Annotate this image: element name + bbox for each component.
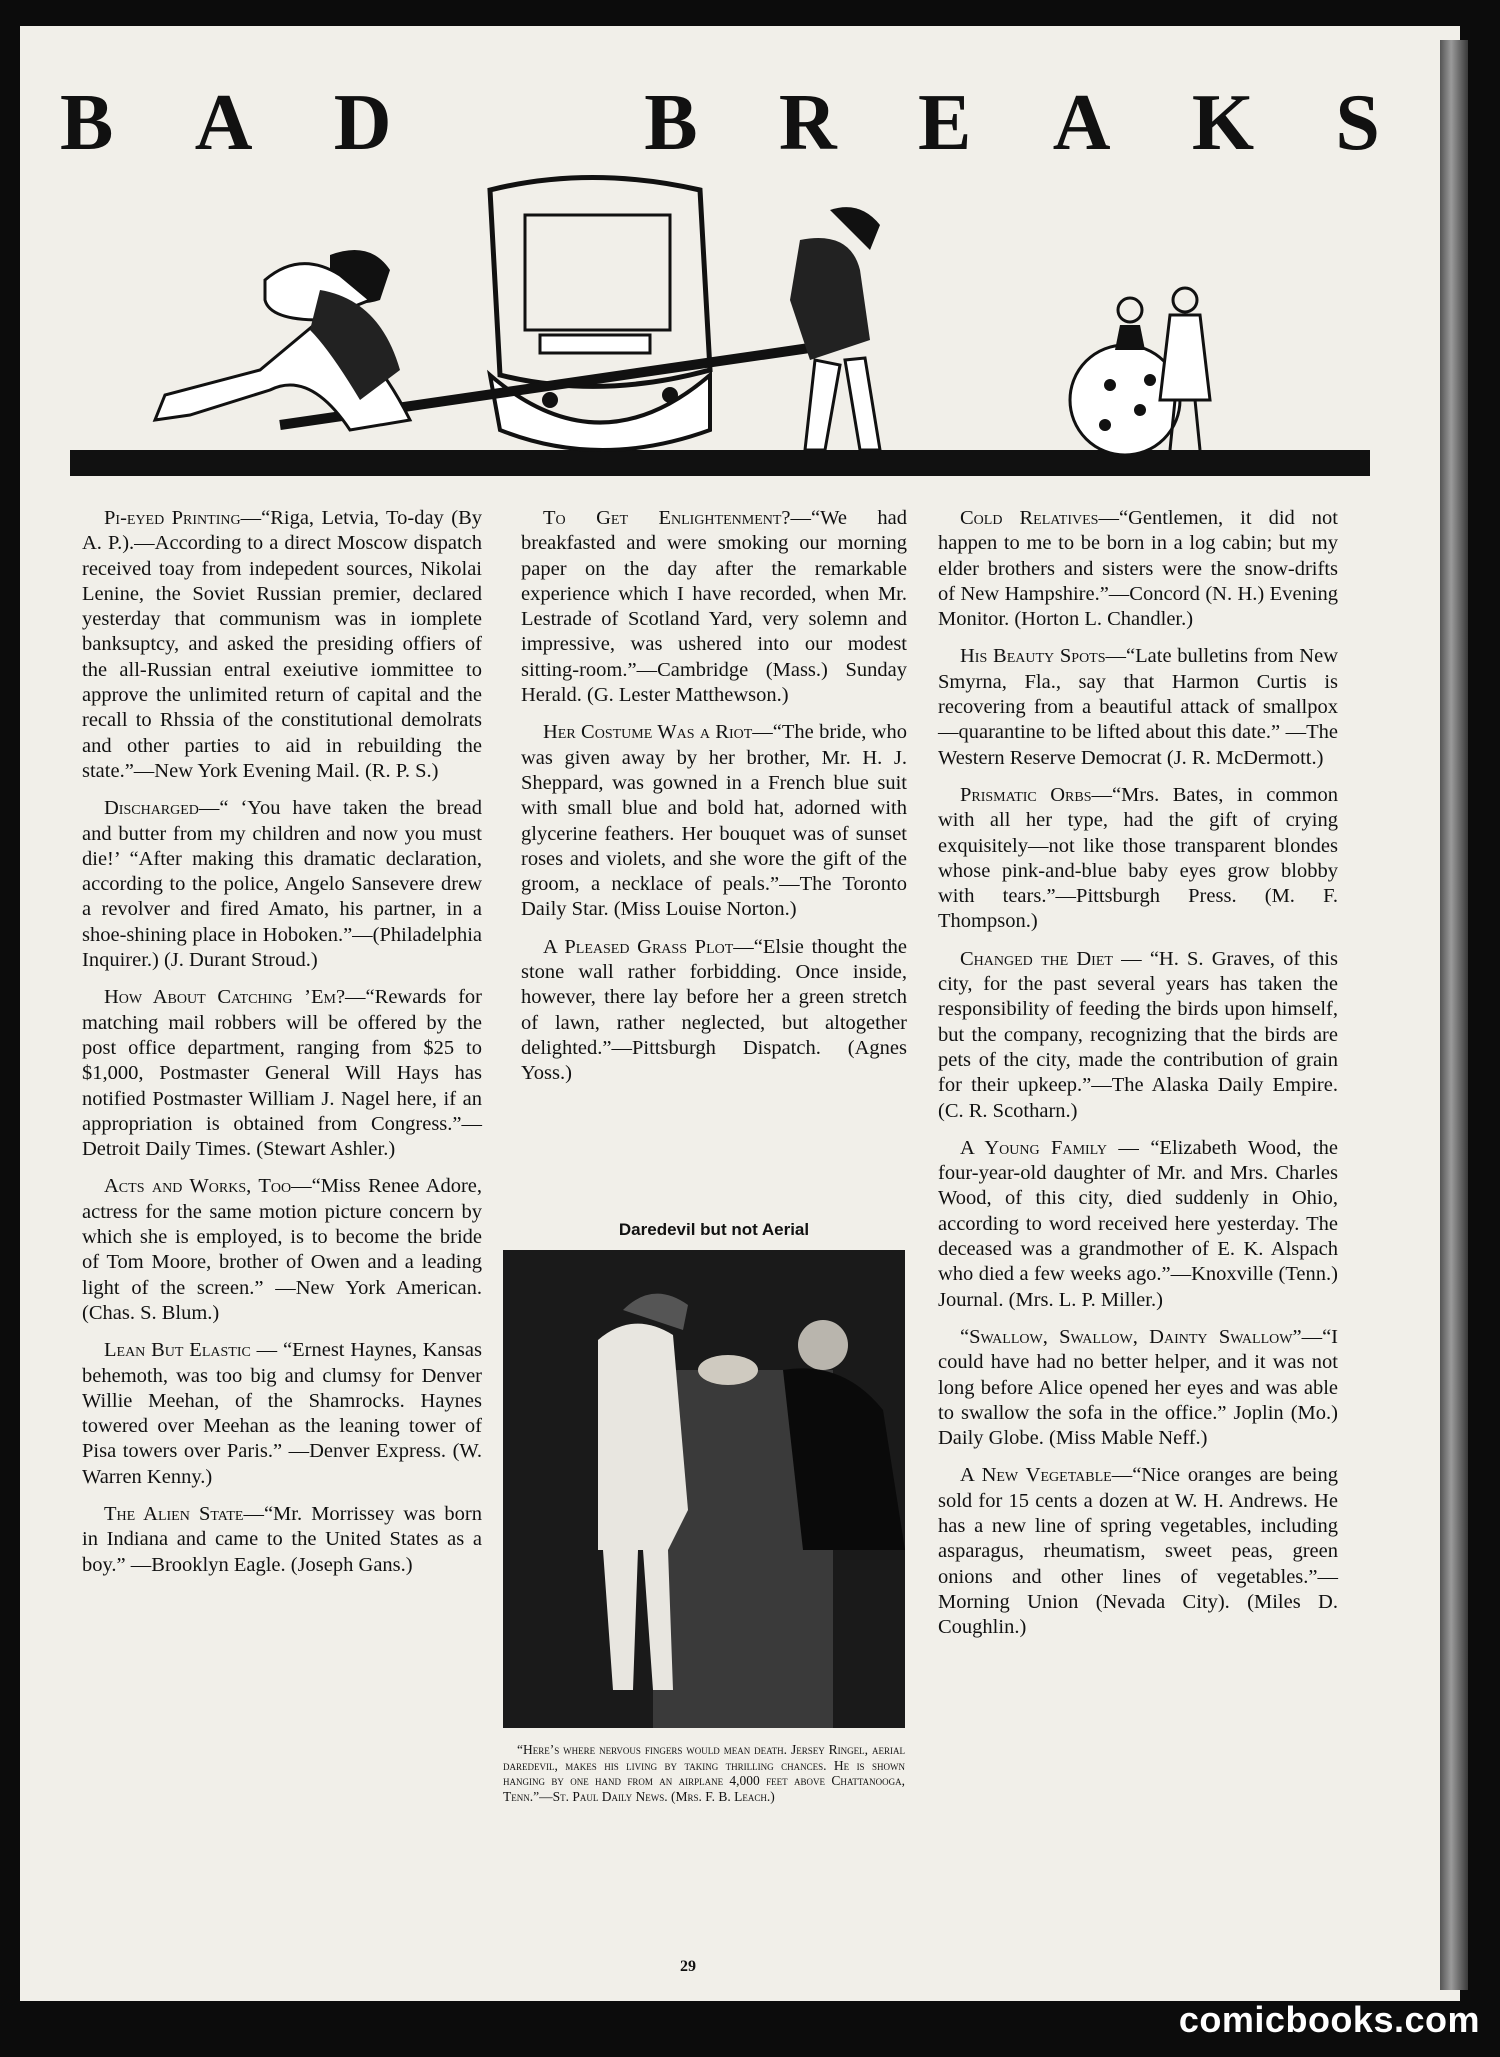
anecdote-heading: “Swallow, Swallow, Dainty Swallow” [960, 1325, 1302, 1348]
anecdote-heading: Prismatic Orbs [960, 783, 1092, 806]
anecdote-heading: A New Vegetable [960, 1464, 1112, 1487]
anecdote-text: —“The bride, who was given away by her brother, Mr. H. J. Sheppard, was gowned in a French blue suit with small blue and bold hat, adorned with glycerine feathers. Her bouquet was of sunset roses and violets, and she wore the gift of the groom, a necklace of peals.”—The Toronto Daily Star. (Miss Louise Norton.) [521, 721, 907, 921]
title-letter: R [778, 79, 837, 167]
page-number: 29 [680, 1958, 696, 1975]
anecdote [938, 506, 1338, 632]
anecdote [521, 720, 907, 922]
title-letter: S [1335, 79, 1380, 167]
column-middle [521, 506, 907, 1099]
anecdote-heading: Her Costume Was a Riot [543, 721, 753, 744]
anecdote [938, 1463, 1338, 1640]
column-right [938, 506, 1338, 1652]
anecdote-text: —“Riga, Letvia, To-day (By A. P.).—According to a direct Moscow dispatch received toay from indepedent sources, Nikolai Lenine, the Soviet Russian premier, declared yesterday that communism was in iomplete banksuptcy, and asked the presiding offiers of the all-Russian entral exeiutive iommittee to approve the unlimited return of capital and the recall to Rhssia of the constitutional demolrats and other parties to aid in rebuilding the state.”—New York Evening Mail. (R. P. S.) [82, 507, 482, 782]
anecdote [82, 796, 482, 973]
anecdote-text: — “Elizabeth Wood, the four-year-old daughter of Mr. and Mrs. Charles Wood, of this city, died suddenly in Ohio, according to word received here yesterday. The deceased was a grandmother of E. K. Alspach who died a few weeks ago.”—Knoxville (Tenn.) Journal. (Mrs. L. P. Miller.) [938, 1136, 1338, 1311]
anecdote-text: —“I could have had no better helper, and it was not long before Alice opened her eyes and was able to swallow the sofa in the office.” Joplin (Mo.) Daily Globe. (Miss Mable Neff.) [938, 1325, 1338, 1450]
title-letter: D [333, 79, 392, 167]
anecdote [82, 1338, 482, 1490]
anecdote-heading: Cold Relatives [960, 507, 1099, 529]
anecdote-heading: Pi-eyed Printing [104, 507, 241, 529]
anecdote [938, 947, 1338, 1124]
anecdote-text: —“Rewards for matching mail robbers will be offered by the post office department, ranging from $25 to $1,000, Postmaster General Will Hays has notified Postmaster William J. Nagel here, if an appropriation is obtained from Congress.”—Detroit Daily Times. (Stewart Ashler.) [82, 986, 482, 1161]
anecdote [938, 644, 1338, 770]
sedan-chair-illustration [70, 170, 1370, 490]
anecdote-text: —“Miss Renee Adore, actress for the same motion picture concern by which she is employed, is to become the bride of Tom Moore, brother of Owen and a leading light of the screen.” —New York American. (Chas. S. Blum.) [82, 1175, 483, 1324]
anecdote [82, 985, 482, 1162]
title-letter: A [1052, 79, 1111, 167]
caption-text: “Here’s where nervous fingers would mean death. Jersey Ringel, aerial daredevil, makes his living by taking thrilling chances. He is shown hanging by one hand from an airplane 4,000 feet above Chattanooga, Tenn.”—St. Paul Daily News. (Mrs. F. B. Leach.) [503, 1742, 905, 1804]
anecdote [938, 1325, 1338, 1451]
title-letter: A [194, 79, 253, 167]
anecdote [521, 935, 907, 1087]
anecdote [938, 783, 1338, 935]
anecdote-text: — “H. S. Graves, of this city, for the past several years has taken the responsibility of feeding the birds upon himself, but the company, recognizing that the birds are pets of the city, made the contribution of grain for their upkeep.”—The Alaska Daily Empire. (C. R. Scotharn.) [938, 947, 1338, 1122]
anecdote-heading: Acts and Works, Too [104, 1175, 292, 1198]
page-title [60, 78, 1380, 169]
anecdote-text: — “Ernest Haynes, Kansas behemoth, was too big and clumsy for Denver Willie Meehan, of the Shamrocks. Haynes towered over Meehan as the leaning tower of Pisa towers over Paris.” —Denver Express. (W. Warren Kenny.) [82, 1339, 482, 1488]
anecdote-heading: His Beauty Spots [960, 645, 1106, 668]
anecdote-text: —“Mrs. Bates, in common with all her type, had the gift of crying exquisitely—not like those transparent blondes whose pink-and-blue baby eyes grow blobby with tears.”—Pittsburgh Press. (M. F. Thompson.) [938, 783, 1338, 933]
watermark[interactable]: comicbooks.com [1178, 1999, 1480, 2040]
anecdote-text: —“ ‘You have taken the bread and butter from my children and now you must die!’ “After making this dramatic declaration, according to the police, Angelo Sansevere drew a revolver and fired Amato, his partner, in a shoe-shining place in Hoboken.”—(Philadelphia Inquirer.) (J. Durant Stroud.) [82, 797, 482, 972]
daredevil-photo [503, 1250, 905, 1728]
anecdote [82, 506, 482, 784]
anecdote [521, 506, 907, 708]
anecdote-heading: A Young Family [960, 1136, 1107, 1159]
anecdote-text: —“We had breakfasted and were smoking our morning paper on the day after the remarkable experience which I have recorded, when Mr. Lestrade of Scotland Yard, very solemn and impressive, was ushered into our modest sitting-room.”—Cambridge (Mass.) Sunday Herald. (G. Lester Matthewson.) [521, 507, 907, 707]
book-spine [1440, 40, 1468, 1990]
title-letter: B [60, 79, 114, 167]
column-left [82, 506, 482, 1590]
photo-caption [503, 1742, 905, 1804]
anecdote-heading: Lean But Elastic [104, 1339, 251, 1362]
photo-title: Daredevil but not Aerial [618, 1220, 810, 1239]
anecdote-heading: Discharged [104, 797, 199, 820]
anecdote-heading: Changed the Diet [960, 947, 1113, 970]
anecdote-text: —“Mr. Morrissey was born in Indiana and came to the United States as a boy.” —Brooklyn Eagle. (Joseph Gans.) [82, 1502, 482, 1576]
anecdote [82, 1502, 482, 1578]
anecdote-heading: To Get Enlightenment? [543, 507, 791, 529]
anecdote-heading: A Pleased Grass Plot [543, 935, 734, 958]
anecdote [938, 1136, 1338, 1313]
anecdote-heading: The Alien State [104, 1502, 244, 1525]
anecdote-text: —“Nice oranges are being sold for 15 cents a dozen at W. H. Andrews. He has a new line of spring vegetables, including asparagus, rheumatism, sweet peas, green onions and other lines of vegetables.”—Morning Union (Nevada City). (Miles D. Coughlin.) [938, 1464, 1339, 1639]
anecdote-text: —“Gentlemen, it did not happen to me to be born in a log cabin; but my elder brothers and sisters were the snow-drifts of New Hampshire.”—Concord (N. H.) Evening Monitor. (Horton L. Chandler.) [938, 507, 1338, 631]
anecdote [82, 1174, 482, 1326]
anecdote-text: —“Late bulletins from New Smyrna, Fla., say that Harmon Curtis is recovering from a beautiful attack of smallpox—quarantine to be lifted about this date.” —The Western Reserve Democrat (J. R. McDermott.) [938, 645, 1338, 769]
anecdote-text: —“Elsie thought the stone wall rather forbidding. Once inside, however, there lay before her a green stretch of lawn, rather neglected, but altogether delighted.”—Pittsburgh Dispatch. (Agnes Yoss.) [521, 935, 907, 1085]
title-letter: E [918, 79, 972, 167]
anecdote-heading: How About Catching ’Em? [104, 986, 346, 1009]
title-letter: K [1191, 79, 1255, 167]
title-letter: B [644, 79, 698, 167]
